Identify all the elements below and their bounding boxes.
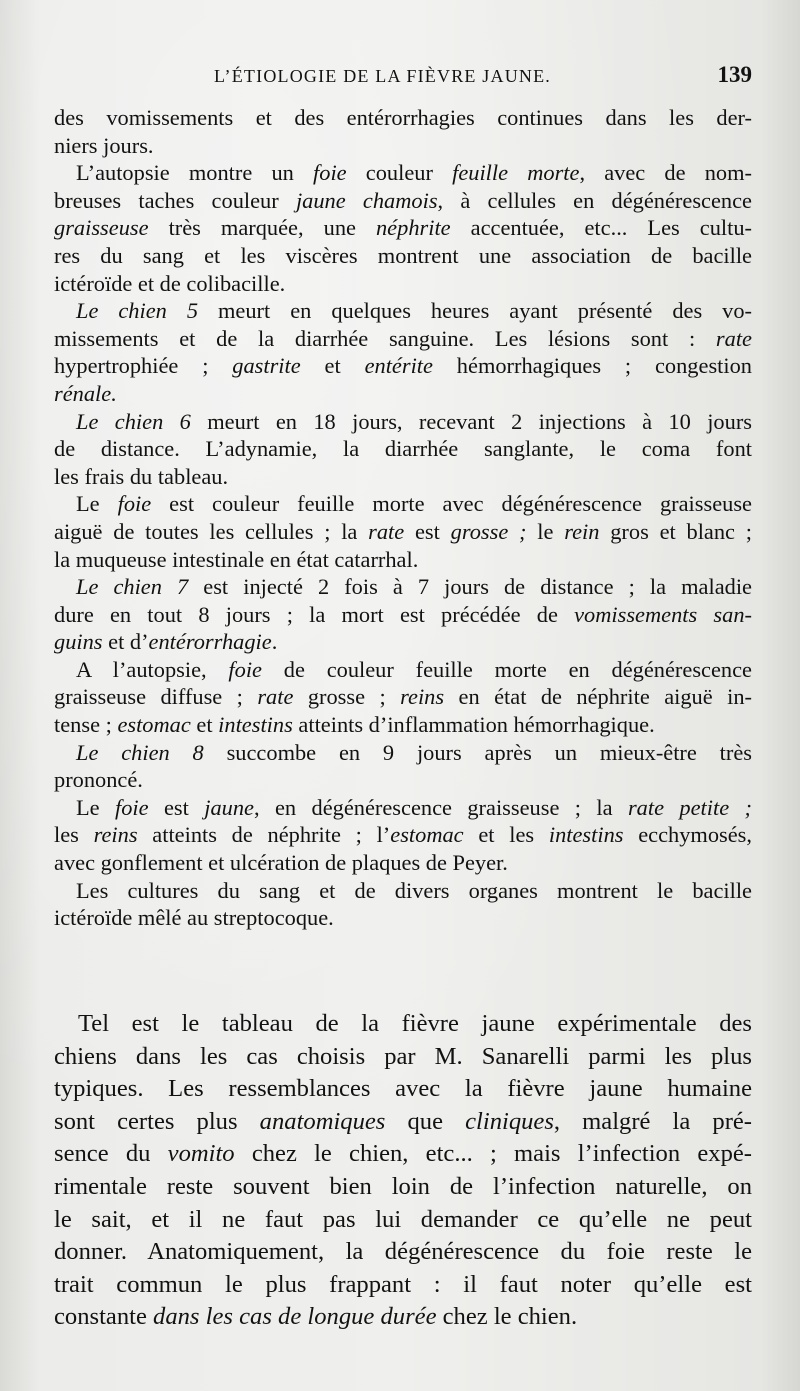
text-run: prononcé.	[54, 767, 143, 793]
text-run: chez le chien, etc... ; mais l’infection expé-	[234, 1140, 752, 1168]
text-run: le sait, et il ne faut pas lui demander ce qu’elle ne peut	[54, 1205, 752, 1233]
text-line	[54, 1171, 752, 1204]
text-line	[54, 849, 752, 877]
text-run: meurt en 18 jours, recevant 2 injections à 10 jours	[190, 408, 752, 434]
text-run: donner. Anatomiquement, la dégénérescence du foie reste le	[54, 1238, 752, 1266]
text-line	[54, 242, 752, 270]
text-run: des vomissements et des entérorrhagies continues dans les der-	[54, 105, 752, 130]
text-run: A l’autopsie,	[76, 656, 229, 682]
case-reports-text	[54, 104, 752, 932]
text-line	[54, 546, 752, 574]
text-line	[54, 214, 752, 242]
italic-text: intestins	[218, 712, 293, 738]
text-line	[54, 325, 752, 353]
text-run: .	[271, 629, 278, 655]
text-run: en état de néphrite aiguë in-	[444, 684, 752, 710]
text-run: la muqueuse intestinale en état catarrhal.	[54, 546, 419, 572]
text-line	[54, 877, 752, 905]
text-line	[54, 187, 752, 215]
text-line	[54, 1138, 752, 1171]
italic-text: rein	[564, 518, 600, 544]
text-run: et	[300, 353, 365, 379]
italic-text: Le chien 7	[76, 574, 189, 600]
text-run: atteints de néphrite ; l’	[137, 822, 391, 848]
text-run: typiques. Les ressemblances avec la fièvre jaune humaine	[54, 1075, 752, 1103]
italic-text: guins	[54, 629, 103, 655]
text-line	[54, 794, 752, 822]
text-run: accentuée, etc... Les cultu-	[450, 215, 752, 241]
text-run: constante	[54, 1303, 154, 1331]
text-run: les frais du tableau.	[54, 463, 229, 489]
text-line	[54, 1236, 752, 1269]
italic-text: jaune	[204, 794, 254, 820]
text-line	[54, 1041, 752, 1074]
text-run: chiens dans les cas choisis par M. Sanarelli parmi les plus	[54, 1042, 752, 1070]
italic-text: rate	[368, 518, 405, 544]
italic-text: reins	[400, 684, 445, 710]
text-line	[54, 1301, 752, 1334]
text-run: et	[190, 712, 219, 738]
italic-text: gastrite	[232, 353, 301, 379]
text-line	[54, 904, 752, 932]
text-line	[54, 104, 752, 132]
text-run: breuses taches couleur	[54, 187, 296, 213]
italic-text: rate	[257, 684, 294, 710]
italic-text: vomissements san-	[574, 601, 752, 627]
text-run: gros et blanc ;	[599, 518, 752, 544]
text-line	[54, 297, 752, 325]
text-run: rimentale reste souvent bien loin de l’infection naturelle, on	[54, 1172, 752, 1200]
text-line	[54, 132, 752, 160]
italic-text: intestins	[548, 822, 624, 848]
text-line	[54, 601, 752, 629]
text-run: les	[54, 822, 94, 848]
text-run: hémorrhagiques ; congestion	[432, 353, 752, 379]
italic-text: Le chien 5	[76, 298, 199, 324]
italic-text: entérite	[364, 353, 433, 379]
text-run: est	[404, 518, 451, 544]
text-line	[54, 159, 752, 187]
text-line	[54, 435, 752, 463]
text-line	[54, 711, 752, 739]
text-run: ictéroïde et de colibacille.	[54, 270, 286, 296]
text-run: le	[526, 518, 565, 544]
text-line	[54, 573, 752, 601]
text-run: avec gonflement et ulcération de plaques de Peyer.	[54, 850, 508, 876]
text-run: sont certes plus	[54, 1107, 260, 1135]
italic-text: grosse ;	[450, 518, 527, 544]
text-run: , malgré la pré-	[553, 1107, 752, 1135]
text-run: est	[148, 794, 205, 820]
running-head	[52, 62, 752, 92]
text-run: L’autopsie montre un	[76, 160, 314, 186]
text-run: de couleur feuille morte en dégénérescence	[261, 656, 752, 682]
italic-text: foie	[115, 794, 149, 820]
text-run: Le	[76, 491, 118, 517]
text-run: chez le chien.	[436, 1303, 578, 1331]
text-line	[54, 628, 752, 656]
text-run: et d’	[102, 629, 149, 655]
text-run: est couleur feuille morte avec dégénérescence graisseuse	[151, 491, 752, 517]
text-line	[54, 518, 752, 546]
text-run: dure en tout 8 jours ; la mort est précédée de	[54, 601, 575, 627]
italic-text: anatomiques	[259, 1107, 386, 1135]
text-run: grosse ;	[293, 684, 401, 710]
text-line	[54, 270, 752, 298]
text-run: , avec de nom-	[579, 160, 752, 186]
text-line	[54, 352, 752, 380]
italic-text: estomac	[117, 712, 191, 738]
text-line	[54, 463, 752, 491]
text-run: atteints d’inflammation hémorrhagique.	[292, 712, 655, 738]
text-line	[54, 1269, 752, 1302]
text-run: , à cellules en dégénérescence	[437, 187, 752, 213]
italic-text: rate	[715, 325, 752, 351]
text-run: tense ;	[54, 712, 118, 738]
text-line	[54, 683, 752, 711]
text-run: res du sang et les viscères montrent une association de bacille	[54, 242, 752, 268]
italic-text: jaune chamois	[295, 187, 438, 213]
italic-text: foie	[313, 160, 347, 186]
text-line	[54, 408, 752, 436]
italic-text: entérorrhagie	[148, 629, 272, 655]
italic-text: cliniques	[465, 1107, 554, 1135]
text-line	[54, 1073, 752, 1106]
page-number: 139	[717, 62, 752, 87]
text-line	[54, 490, 752, 518]
italic-text: graisseuse	[54, 215, 149, 241]
italic-text: Le chien 6	[76, 408, 191, 434]
italic-text: estomac	[390, 822, 464, 848]
text-run: aiguë de toutes les cellules ; la	[54, 518, 369, 544]
italic-text: Le chien 8	[76, 739, 204, 765]
text-run: est injecté 2 fois à 7 jours de distance ; la maladie	[188, 574, 752, 600]
text-line	[54, 821, 752, 849]
text-run: que	[385, 1107, 466, 1135]
text-run: succombe en 9 jours après un mieux-être très	[203, 739, 752, 765]
italic-text: néphrite	[375, 215, 451, 241]
text-run: et les	[463, 822, 549, 848]
running-title: L’ÉTIOLOGIE DE LA FIÈVRE JAUNE.	[214, 66, 551, 86]
text-run: , en dégénérescence graisseuse ; la	[254, 794, 628, 820]
text-line	[54, 739, 752, 767]
text-line	[54, 1106, 752, 1139]
text-run: sence du	[54, 1140, 168, 1168]
text-run: ictéroïde mêlé au streptocoque.	[54, 905, 334, 931]
text-line	[54, 1008, 752, 1041]
text-line	[54, 1204, 752, 1237]
text-run: niers jours.	[54, 132, 154, 158]
italic-text: vomito	[167, 1140, 235, 1168]
italic-text: rate petite ;	[627, 794, 752, 820]
text-run: couleur	[346, 160, 453, 186]
text-run: Le	[76, 794, 116, 820]
text-run: graisseuse diffuse ;	[54, 684, 258, 710]
italic-text: reins	[93, 822, 138, 848]
text-run: Les cultures du sang et de divers organes montrent le bacille	[76, 877, 752, 903]
text-run: ecchymosés,	[623, 822, 752, 848]
text-run: missements et de la diarrhée sanguine. Les lésions sont :	[54, 325, 716, 351]
text-line	[54, 380, 752, 408]
text-line	[54, 766, 752, 794]
italic-text: feuille morte	[452, 160, 580, 186]
text-run: de distance. L’adynamie, la diarrhée sanglante, le coma font	[54, 436, 752, 462]
text-run: Tel est le tableau de la fièvre jaune expérimentale des	[78, 1010, 752, 1037]
italic-text: dans les cas de longue durée	[153, 1303, 437, 1331]
italic-text: foie	[117, 491, 152, 517]
text-run: meurt en quelques heures ayant présenté des vo-	[198, 298, 752, 324]
text-run: trait commun le plus frappant : il faut noter qu’elle est	[54, 1270, 752, 1298]
text-run: très marquée, une	[148, 215, 376, 241]
text-line	[54, 656, 752, 684]
text-run: hypertrophiée ;	[54, 353, 233, 379]
conclusion-paragraph	[54, 1008, 752, 1334]
italic-text: rénale.	[54, 380, 117, 406]
italic-text: foie	[228, 656, 262, 682]
